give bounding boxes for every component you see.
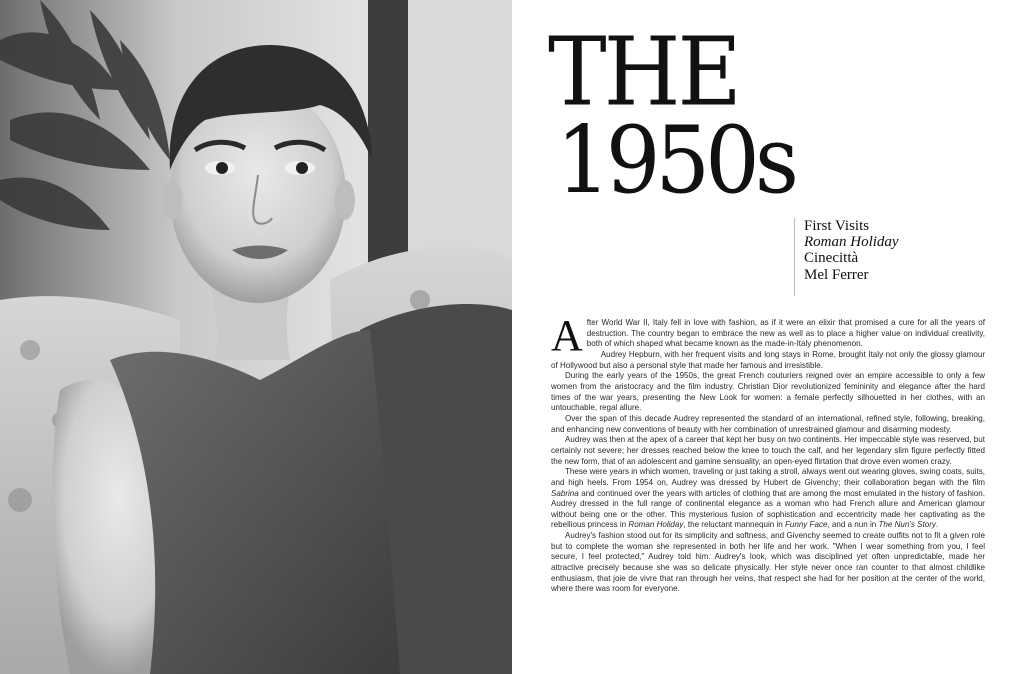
topic-cinecitta: Cinecittà — [804, 250, 859, 267]
drop-cap: A — [551, 311, 583, 360]
film-title-funny-face: Funny Face — [784, 520, 828, 530]
paragraph-4: Over the span of this decade Audrey represented the standard of an international, refined style, following, breaking, and enhancing new conventions of beauty with her combination of unrestrained glamour and disarming modesty. — [551, 413, 985, 434]
paragraph-6-text-e: . — [935, 520, 939, 530]
paragraph-6-text-c: , the reluctant mannequin in — [683, 520, 785, 530]
paragraph-6-text-b: and continued over the years with articles of clothing that are among the most emulated in the history of fashion. Audrey dressed in the full range of continental elegance as a woman who had French allure and American glamour without being one or the other. This mysterious fusion of sophistication and eccentricity made her captivating as the rebellious princess in — [551, 488, 985, 530]
chapter-title — [548, 16, 848, 215]
topic-roman-holiday: Roman Holiday — [804, 234, 899, 251]
film-title-sabrina: Sabrina — [551, 488, 579, 498]
paragraph-3: During the early years of the 1950s, the great French couturiers reigned over an empire accessible to only a few women from the aristocracy and the film industry. Christian Dior revolutionized femininity and elegance after the hard times of the war years, presenting the New Look for women: a female perfectly silhouetted in her clothes, with an untouchable, regal allure. — [551, 371, 985, 413]
film-title-roman-holiday: Roman Holiday — [628, 520, 684, 530]
chapter-title-line2: 1950s — [556, 106, 794, 215]
topic-mel-ferrer: Mel Ferrer — [804, 266, 869, 283]
topic-first-visits: First Visits — [804, 218, 870, 234]
paragraph-7: Audrey's fashion stood out for its simplicity and softness, and Givenchy seemed to create outfits not to fit a given role but to complete the woman she represented in both her life and her work. "When I wear something from you, I feel secure, I feel protected," Audrey told him. Audrey's look, which was disciplined yet often unpredictable, made her attractive precisely because she was so delicate physically. Her style never once ran counter to that almost childlike enthusiasm, that joie de vivre that ran through her veins, that respect she had for her position at the center of the world, where there was room for everyone. — [551, 531, 985, 594]
film-title-nuns-story: The Nun's Story — [878, 520, 936, 530]
paragraph-6-text-a: These were years in which women, traveling or just taking a stroll, always went out wearing gloves, swing coats, suits, and high heels. From 1954 on, Audrey was dressed by Hubert de Givenchy; their collaboration began with the film — [551, 467, 985, 487]
paragraph-1-text: fter World War II, Italy fell in love with fashion, as if it were an elixir that promised a cure for all the years of destruction. The country began to embrace the new as well as to place a higher value on individual creativity, both of which shaped what became known as the made-in-Italy phenomenon. — [586, 318, 985, 349]
chapter-topics — [794, 218, 899, 296]
paragraph-2: Audrey Hepburn, with her frequent visits and long stays in Rome, brought Italy not only the glossy glamour of Hollywood but also a personal style that made her famous and irresistible. — [551, 349, 985, 370]
chapter-title-line1: THE — [548, 16, 739, 128]
paragraph-6-text-d: , and a nun in — [827, 520, 879, 530]
paragraph-6 — [551, 467, 985, 531]
chapter-body-text — [551, 311, 985, 595]
paragraph-5: Audrey was then at the apex of a career that kept her busy on two continents. Her impeccable style was reserved, but certainly not severe; her dresses reached below the knee to touch the calf, and her legendary slim figure perfectly fitted the new form, that of an adolescent and gamine sensuality, an open-eyed flirtation that drove even women crazy. — [551, 435, 985, 466]
